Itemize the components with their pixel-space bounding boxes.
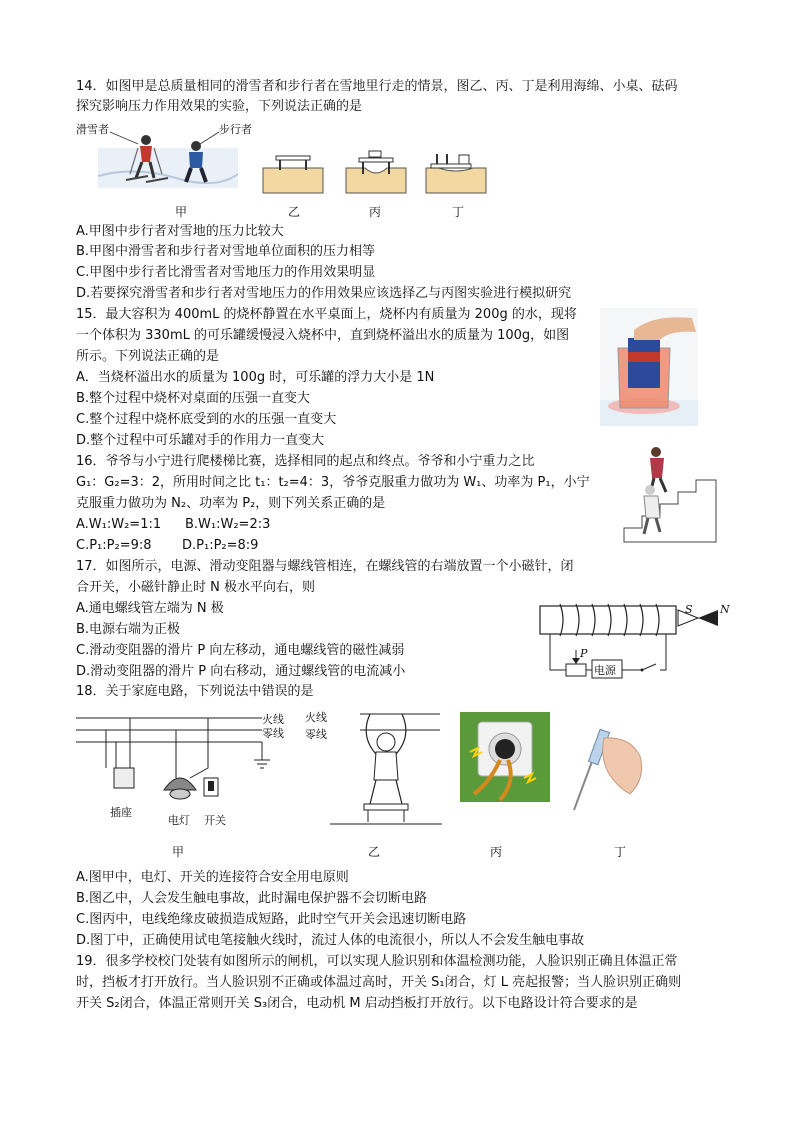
q14-caption-b: 乙 — [288, 205, 301, 219]
q14-caption-a: 甲 — [175, 205, 188, 219]
compass-label-s: S — [685, 603, 693, 616]
q15-stem-line2: 一个体积为 330mL 的可乐罐缓慢浸入烧杯中，直到烧杯溢出水的质量为 100g，如图 — [76, 328, 570, 343]
q19-stem-line1: 19．很多学校校门处装有如图所示的闸机，可以实现人脸识别和体温检测功能，人脸识别正确且体温正常 — [76, 954, 678, 969]
q14-stem-line2: 探究影响压力作用效果的实验，下列说法正确的是 — [76, 99, 363, 114]
q18-option-b: B.图乙中，人会发生触电事故，此时漏电保护器不会切断电路 — [76, 891, 428, 906]
q18-stem: 18．关于家庭电路，下列说法中错误的是 — [76, 684, 314, 699]
test-pen-hand-figure — [560, 716, 656, 816]
sponge-table-figure-c — [345, 150, 407, 194]
q15-option-a: A．当烧杯溢出水的质量为 100g 时，可乐罐的浮力大小是 1N — [76, 370, 435, 385]
q18-option-a: A.图甲中，电灯、开关的连接符合安全用电原则 — [76, 870, 349, 885]
q16-stem-line2: G₁：G₂=3：2，所用时间之比 t₁：t₂=4：3，爷爷克服重力做功为 W₁、功率为 P₁，小宁 — [76, 475, 590, 490]
q15-option-b: B.整个过程中烧杯对桌面的压强一直变大 — [76, 391, 311, 406]
q18-caption-d: 丁 — [614, 845, 627, 859]
q17-option-b: B.电源右端为正极 — [76, 622, 181, 637]
q15-option-d: D.整个过程中可乐罐对手的作用力一直变大 — [76, 433, 325, 448]
q18-option-c: C.图丙中，电线绝缘皮破损造成短路，此时空气开关会迅速切断电路 — [76, 912, 467, 927]
slider-label-p: P — [580, 647, 588, 660]
q18-caption-c: 丙 — [490, 845, 503, 859]
q14-caption-c: 丙 — [369, 205, 382, 219]
q16-stem-line3: 克服重力做功为 N₂、功率为 P₂，则下列关系正确的是 — [76, 496, 386, 511]
q17-option-d: D.滑动变阻器的滑片 P 向右移动，通过螺线管的电流减小 — [76, 664, 406, 679]
q14-option-c: C.甲图中步行者比滑雪者对雪地压力的作用效果明显 — [76, 265, 376, 280]
q14-option-a: A.甲图中步行者对雪地的压力比较大 — [76, 224, 284, 239]
q18-option-d: D.图丁中，正确使用试电笔接触火线时，流过人体的电流很小，所以人不会发生触电事故 — [76, 933, 585, 948]
power-supply-label: 电源 — [594, 664, 616, 677]
beaker-can-photo — [600, 308, 698, 426]
q14-caption-d: 丁 — [452, 205, 465, 219]
lamp-label: 电灯 — [168, 814, 190, 827]
stair-climbing-figure — [620, 444, 720, 548]
circuit-a-live-label: 火线 — [262, 713, 284, 726]
q17-option-c: C.滑动变阻器的滑片 P 向左移动，通电螺线管的磁性减弱 — [76, 643, 405, 658]
solenoid-circuit-diagram — [532, 598, 732, 682]
q15-stem-line1: 15．最大容积为 400mL 的烧杯静置在水平桌面上，烧杯内有质量为 200g 的水，现将 — [76, 307, 577, 322]
sponge-table-figure-b — [262, 152, 324, 194]
q16-stem-line1: 16．爷爷与小宁进行爬楼梯比赛，选择相同的起点和终点。爷爷和小宁重力之比 — [76, 454, 535, 469]
q15-option-c: C.整个过程中烧杯底受到的水的压强一直变大 — [76, 412, 337, 427]
q17-stem-line1: 17．如图所示，电源、滑动变阻器与螺线管相连，在螺线管的右端放置一个小磁针，闭 — [76, 559, 574, 574]
q14-stem-line1: 14．如图甲是总质量相同的滑雪者和步行者在雪地里行走的情景，图乙、丙、丁是利用海绵、小桌、砝码 — [76, 79, 678, 94]
circuit-a-neutral-label: 零线 — [262, 727, 284, 740]
compass-label-n: N — [720, 603, 730, 616]
switch-label: 开关 — [204, 814, 226, 827]
q18-caption-a: 甲 — [172, 845, 185, 859]
household-circuit-diagram — [76, 708, 272, 828]
q17-option-a: A.通电螺线管左端为 N 极 — [76, 601, 224, 616]
circuit-b-live-label: 火线 — [305, 711, 327, 724]
q15-stem-line3: 所示。下列说法正确的是 — [76, 349, 220, 364]
q16-option-a: A.W₁:W₂=1:1 — [76, 517, 162, 532]
socket-label: 插座 — [110, 806, 132, 819]
q18-caption-b: 乙 — [368, 845, 381, 859]
q16-option-b: B.W₁:W₂=2:3 — [185, 517, 271, 532]
q19-stem-line3: 开关 S₂闭合，体温正常则开关 S₃闭合，电动机 M 启动挡板打开放行。以下电路设计符合要求的是 — [76, 996, 638, 1011]
q16-option-d: D.P₁:P₂=8:9 — [182, 538, 259, 553]
q19-stem-line2: 时，挡板才打开放行。当人脸识别不正确或体温过高时，开关 S₁闭合，灯 L 亮起报警；当人脸识别正确则 — [76, 975, 682, 990]
label-skier: 滑雪者 — [76, 123, 109, 136]
damaged-plug-photo — [460, 712, 550, 802]
q14-option-d: D.若要探究滑雪者和步行者对雪地压力的作用效果应该选择乙与丙图实验进行模拟研究 — [76, 286, 572, 301]
q17-stem-line2: 合开关，小磁针静止时 N 极水平向右，则 — [76, 580, 315, 595]
sponge-table-figure-d — [425, 152, 487, 194]
person-touching-wires-figure — [330, 706, 442, 830]
q16-option-c: C.P₁:P₂=9:8 — [76, 538, 152, 553]
label-pointer-lines — [76, 126, 246, 146]
label-walker: 步行者 — [219, 123, 252, 136]
q14-option-b: B.甲图中滑雪者和步行者对雪地单位面积的压力相等 — [76, 244, 376, 259]
circuit-b-neutral-label: 零线 — [305, 728, 327, 741]
